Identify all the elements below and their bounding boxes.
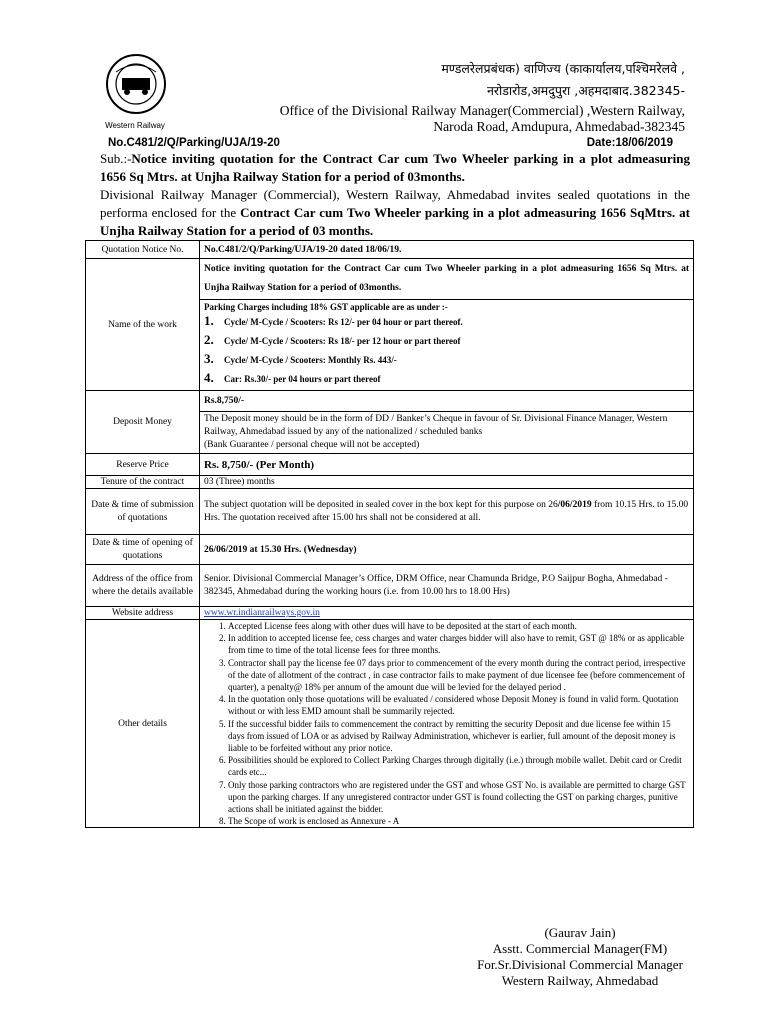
list-item: 8. The Scope of work is enclosed as Annexure - A bbox=[228, 815, 689, 827]
list-item: 2. In addition to accepted license fee, cess charges and water charges bidder will also have to remit, GST @ 18% or as applicable from time to time of the total license fees for three months. bbox=[228, 632, 689, 656]
list-item: 1. Cycle/ M-Cycle / Scooters: Rs 12/- per 04 hour or part thereof. bbox=[204, 313, 463, 328]
list-item: 3. Contractor shall pay the license fee 07 days prior to commencement of the every month during the contract period, irrespective of the date of allotment of the contract , in case contractor fails to make payment of due licensee fee (before commencement of quarter), a penalty@ 18% per annum of the amount due will be levied for the delayed period . bbox=[228, 657, 689, 694]
list-item: 4. In the quotation only those quotations will be evaluated / considered whose Deposit Money is found in valid form. Quotation without or with less EMD amount shall be summarily rejected. bbox=[228, 693, 689, 717]
signatory-name: (Gaurav Jain) bbox=[544, 925, 616, 940]
table-row bbox=[86, 620, 694, 828]
deposit-label: Deposit Money bbox=[86, 391, 200, 454]
reference-number: No.C481/2/Q/Parking/UJA/19-20 bbox=[108, 137, 280, 149]
table-row bbox=[86, 241, 694, 259]
quotation-notice-value: No.C481/2/Q/Parking/UJA/19-20 dated 18/06/19. bbox=[200, 241, 694, 259]
website-link[interactable]: www.wr.indianrailways.gov.in bbox=[204, 608, 320, 618]
quotation-details-table bbox=[85, 240, 694, 828]
parking-charges-heading: Parking Charges including 18% GST applicable are as under :- bbox=[204, 302, 448, 312]
header-english-line2: Naroda Road, Amdupura, Ahmedabad-382345 bbox=[433, 119, 685, 134]
submission-label: Date & time of submission of quotations bbox=[86, 489, 200, 535]
opening-value: 26/06/2019 at 15.30 Hrs. (Wednesday) bbox=[200, 535, 694, 565]
list-item: 7. Only those parking contractors who are registered under the GST and whose GST No. is available are permitted to charge GST upon the parking charges. If any unregistered contractor under GST is found collecting the GST on parking charges, punitive actions shall be initiated against the bidder. bbox=[228, 779, 689, 816]
other-details-cell bbox=[200, 620, 694, 828]
quotation-notice-label: Quotation Notice No. bbox=[86, 241, 200, 259]
intro-paragraph bbox=[100, 186, 690, 240]
list-item: 5. If the successful bidder fails to commencement the contract by remitting the security Deposit and due license fee within 15 days from issued of LOA or as advised by Railway Administration, whichever is earlier, full amount of the deposit money is liable to be forfeited without any prior notice. bbox=[228, 718, 689, 755]
table-row bbox=[86, 454, 694, 476]
header-english-line1: Office of the Divisional Railway Manager(Commercial) ,Western Railway, bbox=[279, 103, 685, 118]
reserve-value: Rs. 8,750/- (Per Month) bbox=[200, 454, 694, 476]
address-label: Address of the office from where the details available bbox=[86, 565, 200, 607]
parking-charges-cell bbox=[200, 300, 694, 391]
parking-charges-list bbox=[204, 312, 689, 388]
other-details-list bbox=[204, 620, 689, 827]
table-row bbox=[86, 391, 694, 412]
website-cell bbox=[200, 607, 694, 620]
signatory-for-line: For.Sr.Divisional Commercial Manager bbox=[477, 957, 683, 972]
list-item: 3. Cycle/ M-Cycle / Scooters: Monthly Rs. 443/- bbox=[204, 351, 397, 366]
tenure-label: Tenure of the contract bbox=[86, 476, 200, 489]
deposit-note: (Bank Guarantee / personal cheque will not be accepted) bbox=[204, 440, 420, 450]
reserve-label: Reserve Price bbox=[86, 454, 200, 476]
table-row bbox=[86, 565, 694, 607]
signatory-designation: Asstt. Commercial Manager(FM) bbox=[492, 941, 668, 956]
table-row bbox=[86, 259, 694, 300]
subject-prefix: Sub.:- bbox=[100, 151, 132, 166]
subject-paragraph bbox=[100, 150, 690, 186]
table-row bbox=[86, 607, 694, 620]
intro-bold: Contract Car cum Two Wheeler parking in a plot admeasuring 1656 SqMtrs. at Unjha Railway Station for a period of 03 months. bbox=[100, 205, 690, 238]
indian-railways-logo bbox=[82, 52, 190, 132]
tenure-value: 03 (Three) months bbox=[200, 476, 694, 489]
table-row bbox=[86, 489, 694, 535]
header-hindi-line1: मण्डलरेलप्रबंधक) वाणिज्य (काकार्यालय,पश्चिमरेलवे , bbox=[441, 61, 685, 76]
signatory-organisation: Western Railway, Ahmedabad bbox=[501, 973, 659, 988]
website-label: Website address bbox=[86, 607, 200, 620]
submission-value: The subject quotation will be deposited in sealed cover in the box kept for this purpose on 26/06/2019 from 10.15 Hrs. to 15.00 Hrs. The quotation received after 15.00 hrs shall not be considered at all. bbox=[200, 489, 694, 535]
table-row bbox=[86, 535, 694, 565]
deposit-details bbox=[200, 412, 694, 454]
subject-text: Notice inviting quotation for the Contract Car cum Two Wheeler parking in a plot admeasuring 1656 Sq Mtrs. at Unjha Railway Station for a period of 03months. bbox=[100, 151, 690, 184]
address-value: Senior. Divisional Commercial Manager’s Office, DRM Office, near Chamunda Bridge, P.O Saijpur Bogha, Ahmedabad - 382345, Ahmedabad during the working hours (i.e. from 10.00 hrs to 18.00 Hrs) bbox=[200, 565, 694, 607]
intro-text: Divisional Railway Manager (Commercial), Western Railway, Ahmedabad invites sealed quotations in the performa enclosed for the bbox=[100, 187, 690, 220]
header-hindi-line2: नरोडारोड,अमदुपुरा ,अहमदाबाद.382345- bbox=[486, 83, 685, 98]
list-item: 2. Cycle/ M-Cycle / Scooters: Rs 18/- per 12 hour or part thereof bbox=[204, 332, 461, 347]
opening-label: Date & time of opening of quotations bbox=[86, 535, 200, 565]
table-row bbox=[86, 476, 694, 489]
reference-date: Date:18/06/2019 bbox=[586, 137, 673, 149]
work-label: Name of the work bbox=[86, 259, 200, 391]
reference-line bbox=[108, 137, 673, 149]
other-details-label: Other details bbox=[86, 620, 200, 828]
list-item: 4. Car: Rs.30/- per 04 hours or part thereof bbox=[204, 370, 381, 385]
deposit-amount: Rs.8,750/- bbox=[200, 391, 694, 412]
deposit-text: The Deposit money should be in the form of DD / Banker’s Cheque in favour of Sr. Divisional Finance Manager, Western Railway, Ahmedabad issued by any of the nationalized / scheduled banks bbox=[204, 414, 668, 437]
list-item: 6. Possibilities should be explored to Collect Parking Charges through digitally (i.e.) through mobile wallet. Debit card or Credit cards etc... bbox=[228, 754, 689, 778]
logo-caption: Western Railway bbox=[105, 121, 165, 130]
work-title: Notice inviting quotation for the Contract Car cum Two Wheeler parking in a plot admeasuring 1656 Sq Mtrs. at Unjha Railway Station for a period of 03months. bbox=[200, 259, 694, 300]
list-item: 1. Accepted License fees along with other dues will have to be deposited at the start of each month. bbox=[228, 620, 689, 632]
